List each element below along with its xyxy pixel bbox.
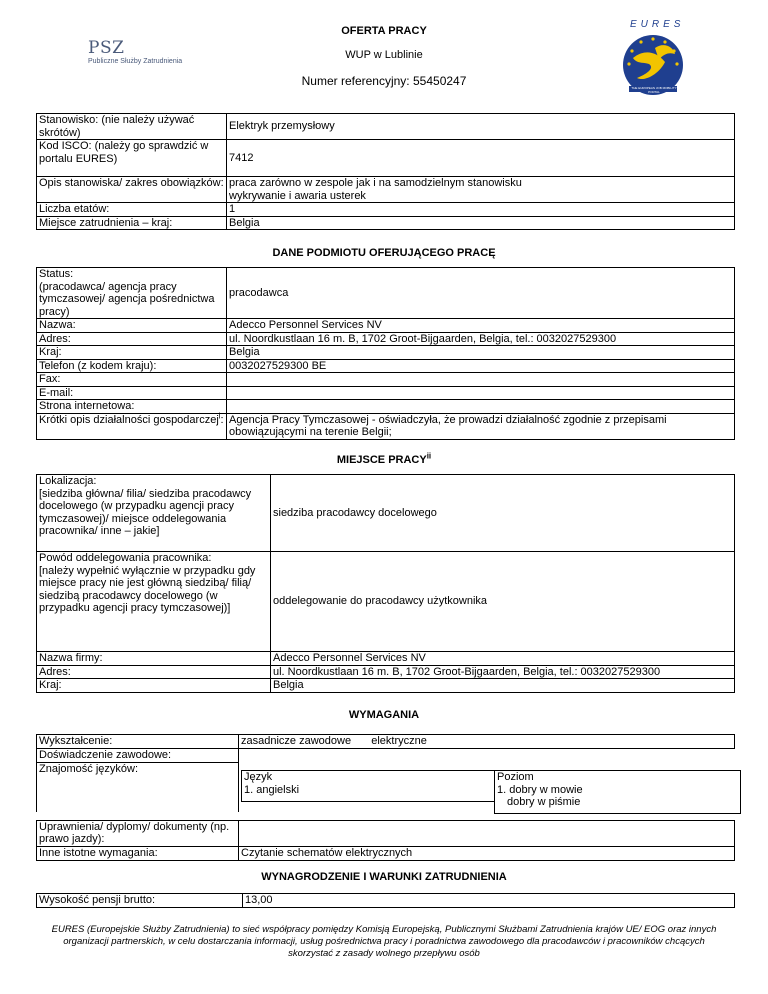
language-box xyxy=(241,770,494,802)
employer-name-value: Adecco Personnel Services NV xyxy=(227,319,735,333)
salary-table xyxy=(36,893,735,908)
table-row xyxy=(37,846,735,860)
employer-fax-value xyxy=(227,373,735,387)
languages-cell xyxy=(239,762,735,812)
employer-name-label: Nazwa: xyxy=(37,319,227,333)
table-row xyxy=(37,552,735,652)
table-row xyxy=(37,413,735,439)
employer-activity-value: Agencja Pracy Tymczasowej - oświadczyła, że prowadzi działalność zgodnie z przepisami obowiązującymi na terenie Belgii; xyxy=(227,413,735,439)
psz-logo-text: PSZ xyxy=(88,38,125,58)
requirements-table xyxy=(36,734,735,861)
table-row xyxy=(37,268,735,319)
education-level: zasadnicze zawodowe xyxy=(241,735,352,748)
other-requirements-label: Inne istotne wymagania: xyxy=(37,846,239,860)
job-description-label: Opis stanowiska/ zakres obowiązków: xyxy=(37,177,227,203)
employer-activity-label-text: Krótki opis działalności gospodarczej xyxy=(39,413,219,426)
table-row xyxy=(37,679,735,693)
footnote-marker: i xyxy=(218,410,221,420)
eures-logo-subtitle: THE EUROPEAN JOB MOBILITY PORTAL xyxy=(631,86,677,94)
employer-address-value: ul. Noordkustlaan 16 m. B, 1702 Groot-Bijgaarden, Belgia, tel.: 0032027529300 xyxy=(227,332,735,346)
other-requirements-value: Czytanie schematów elektrycznych xyxy=(239,846,735,860)
table-row xyxy=(37,140,735,177)
employer-section-heading: DANE PODMIOTU OFERUJĄCEGO PRACĘ xyxy=(272,247,496,259)
salary-section-heading: WYNAGRODZENIE I WARUNKI ZATRUDNIENIA xyxy=(261,871,507,883)
psz-logo-subtitle: Publiczne Służby Zatrudnienia xyxy=(88,58,183,65)
table-row xyxy=(37,332,735,346)
employer-website-label: Strona internetowa: xyxy=(37,400,227,414)
job-title-label: Stanowisko: (nie należy używać skrótów) xyxy=(37,114,227,140)
table-row xyxy=(37,665,735,679)
company-address-value: ul. Noordkustlaan 16 m. B, 1702 Groot-Bijgaarden, Belgia, tel.: 0032027529300 xyxy=(271,665,735,679)
level-item-1: 1. dobry w mowie xyxy=(497,783,583,796)
permissions-value xyxy=(239,820,735,846)
company-name-value: Adecco Personnel Services NV xyxy=(271,652,735,666)
isco-code-value: 7412 xyxy=(227,140,735,177)
employer-activity-label xyxy=(37,410,227,439)
language-column-header: Język xyxy=(244,771,273,783)
employer-phone-label: Telefon (z kodem kraju): xyxy=(37,359,227,373)
table-row xyxy=(37,652,735,666)
permissions-label: Uprawnienia/ dyplomy/ dokumenty (np. prawo jazdy): xyxy=(37,820,239,846)
gross-salary-label: Wysokość pensji brutto: xyxy=(37,894,243,908)
reference-value: 55450247 xyxy=(413,74,467,88)
education-label: Wykształcenie: xyxy=(37,735,239,749)
table-row xyxy=(37,735,735,749)
delegation-reason-label: Powód oddelegowania pracownika: [należy wypełnić wyłącznie w przypadku gdy miejsce pracy nie jest główną siedzibą/ filią/ siedzibą pracodawcy docelowego (w przypadku agencji pracy tymczasowej)] xyxy=(37,552,271,652)
table-row xyxy=(37,216,735,230)
reference-label: Numer referencyjny: xyxy=(301,74,410,88)
footnote-marker: ii xyxy=(426,451,432,461)
company-country-label: Kraj: xyxy=(37,679,271,693)
isco-code-label: Kod ISCO: (należy go sprawdzić w portalu EURES) xyxy=(37,140,227,177)
employer-email-label: E-mail: xyxy=(37,386,227,400)
job-description-value: praca zarówno w zespole jak i na samodzielnym stanowisku wykrywanie i awaria usterek xyxy=(227,177,735,203)
education-value xyxy=(239,735,735,749)
experience-value xyxy=(239,749,735,763)
table-row xyxy=(37,373,735,387)
level-box xyxy=(494,770,741,814)
footer-note: EURES (Europejskie Służby Zatrudnienia) to sieć współpracy pomiędzy Komisją Europejską, Publicznymi Służbami Zatrudnienia krajów UE/ EOG oraz innych organizacji partnerskich, w celu dostarczania informacji, usług pośrednictwa pracy i poradnictwa zawodowego dla pracodawców i pracowników chcących skorzystać z zasady wolnego przepływu osób xyxy=(51,924,717,959)
table-row xyxy=(37,359,735,373)
table-row xyxy=(37,177,735,203)
language-item: 1. angielski xyxy=(244,783,300,796)
job-title-value: Elektryk przemysłowy xyxy=(227,114,735,140)
company-country-value: Belgia xyxy=(271,679,735,693)
employer-activity-label-end: : xyxy=(220,413,224,426)
table-row xyxy=(37,894,735,908)
employer-phone-value: 0032027529300 BE xyxy=(227,359,735,373)
table-row xyxy=(37,346,735,360)
job-country-label: Miejsce zatrudnienia – kraj: xyxy=(37,216,227,230)
level-item-2: dobry w piśmie xyxy=(507,796,581,808)
employer-email-value xyxy=(227,386,735,400)
psz-logo xyxy=(88,38,183,68)
table-row xyxy=(37,203,735,217)
gross-salary-value: 13,00 xyxy=(243,894,735,908)
languages-label: Znajomość języków: xyxy=(37,762,239,812)
employer-status-value: pracodawca xyxy=(227,268,735,319)
employer-status-label: Status: (pracodawca/ agencja pracy tymczasowej/ agencja pośrednictwa pracy) xyxy=(37,268,227,319)
job-country-value: Belgia xyxy=(227,216,735,230)
location-label: Lokalizacja: [siedziba główna/ filia/ siedziba pracodawcy docelowego (w przypadku agencji pracy tymczasowej)/ miejsce oddelegowania pracownika/ inne – jakie] xyxy=(37,475,271,552)
table-row xyxy=(37,475,735,552)
table-row xyxy=(37,319,735,333)
workplace-table xyxy=(36,474,735,693)
employer-country-value: Belgia xyxy=(227,346,735,360)
table-row xyxy=(37,386,735,400)
table-row xyxy=(37,749,735,763)
document-title: OFERTA PRACY xyxy=(341,25,427,37)
experience-label: Doświadczenie zawodowe: xyxy=(37,749,239,763)
employer-fax-label: Fax: xyxy=(37,373,227,387)
job-table xyxy=(36,113,735,230)
table-row xyxy=(37,114,735,140)
office-name: WUP w Lublinie xyxy=(345,49,423,61)
positions-count-value: 1 xyxy=(227,203,735,217)
workplace-heading-text: MIEJSCE PRACY xyxy=(336,454,427,466)
eures-logo-text: EURES xyxy=(630,19,685,30)
employer-address-label: Adres: xyxy=(37,332,227,346)
workplace-section-heading xyxy=(0,451,768,467)
table-row xyxy=(37,400,735,414)
requirements-section-heading: WYMAGANIA xyxy=(348,709,420,721)
education-field: elektryczne xyxy=(371,735,427,748)
table-row xyxy=(37,762,735,812)
employer-country-label: Kraj: xyxy=(37,346,227,360)
eures-logo xyxy=(615,20,695,100)
level-column-header: Poziom xyxy=(497,771,534,783)
table-row xyxy=(37,820,735,846)
employer-website-value xyxy=(227,400,735,414)
delegation-reason-value: oddelegowanie do pracodawcy użytkownika xyxy=(271,552,735,652)
positions-count-label: Liczba etatów: xyxy=(37,203,227,217)
location-value: siedziba pracodawcy docelowego xyxy=(271,475,735,552)
company-name-label: Nazwa firmy: xyxy=(37,652,271,666)
employer-table xyxy=(36,267,735,440)
company-address-label: Adres: xyxy=(37,665,271,679)
